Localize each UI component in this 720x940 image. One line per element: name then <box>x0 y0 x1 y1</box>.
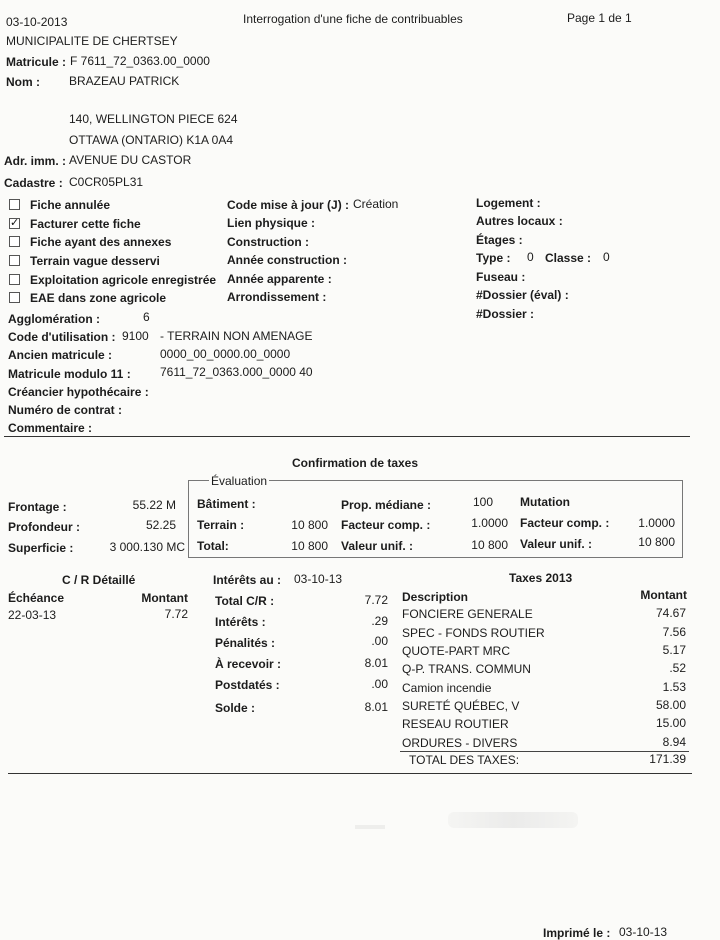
dossier-label: #Dossier : <box>476 307 535 321</box>
lien-physique-label: Lien physique : <box>227 216 316 230</box>
total-label: Total: <box>197 539 229 553</box>
interets-row-value: .00 <box>371 634 388 648</box>
municipality-name: MUNICIPALITE DE CHERTSEY <box>6 34 178 48</box>
address-line2: OTTAWA (ONTARIO) K1A 0A4 <box>69 133 234 147</box>
checkbox-fiche-annulee[interactable] <box>9 199 20 210</box>
profondeur-label: Profondeur : <box>8 520 80 534</box>
interets-date: 03-10-13 <box>294 572 343 586</box>
tax-row-amount: 5.17 <box>662 643 686 657</box>
agglomeration-value: 6 <box>143 310 150 324</box>
checkbox-label: Fiche ayant des annexes <box>30 235 172 249</box>
tax-row-amount: 74.67 <box>655 606 686 620</box>
code-utilisation-desc: - TERRAIN NON AMENAGE <box>160 329 313 343</box>
tax-row-desc: Q-P. TRANS. COMMUN <box>402 662 531 676</box>
interets-row-label: Total C/R : <box>215 594 275 608</box>
terrain-label: Terrain : <box>197 518 245 532</box>
arrondissement-label: Arrondissement : <box>227 290 327 304</box>
bottom-divider <box>8 773 692 774</box>
checkbox-annexes[interactable] <box>9 236 20 247</box>
page-indicator: Page 1 de 1 <box>567 11 632 25</box>
taxes-montant-header: Montant <box>640 588 687 602</box>
tax-row-desc: Camion incendie <box>402 681 492 695</box>
address-line1: 140, WELLINGTON PIECE 624 <box>69 112 238 126</box>
fuseau-label: Fuseau : <box>476 270 526 284</box>
interets-row-value: .00 <box>371 677 388 691</box>
checkbox-label: EAE dans zone agricole <box>30 291 167 305</box>
cr-montant-header: Montant <box>141 591 188 605</box>
cr-row-amount: 7.72 <box>164 607 188 621</box>
interets-row-value: 8.01 <box>364 700 388 714</box>
interets-row-value: .29 <box>371 614 388 628</box>
mutation-label: Mutation <box>520 495 570 509</box>
tax-row-desc: SPEC - FONDS ROUTIER <box>402 626 545 640</box>
profondeur-value: 52.25 <box>145 518 176 532</box>
construction-label: Construction : <box>227 235 309 249</box>
checkbox-label: Exploitation agricole enregistrée <box>30 273 217 287</box>
checkbox-label: Facturer cette fiche <box>30 217 141 231</box>
ancien-matricule-label: Ancien matricule : <box>8 348 113 362</box>
interets-row-value: 8.01 <box>364 656 388 670</box>
scan-smudge <box>355 825 385 829</box>
taxes-title: Taxes 2013 <box>509 571 573 585</box>
modulo-value: 7611_72_0363.000_0000 40 <box>160 365 313 379</box>
adr-imm-label: Adr. imm. : <box>4 154 67 168</box>
tax-row-desc: SURETÉ QUÉBEC, V <box>402 699 520 713</box>
frontage-label: Frontage : <box>8 500 67 514</box>
classe-value: 0 <box>603 250 610 264</box>
imprime-value: 03-10-13 <box>619 925 668 939</box>
taxes-total-value: 171.39 <box>649 752 686 766</box>
type-label: Type : <box>476 251 511 265</box>
code-utilisation-value: 9100 <box>122 329 149 343</box>
tax-row-desc: RESEAU ROUTIER <box>402 717 509 731</box>
interets-label: Intérêts au : <box>213 573 282 587</box>
autres-locaux-label: Autres locaux : <box>476 214 563 228</box>
classe-label: Classe : <box>545 251 592 265</box>
facteur-comp-value: 1.0000 <box>471 516 508 530</box>
prop-mediane-label: Prop. médiane : <box>341 498 432 512</box>
tax-row-amount: .52 <box>669 661 686 675</box>
tax-row-desc: FONCIERE GENERALE <box>402 607 533 621</box>
checkbox-terrain-vague[interactable] <box>9 255 20 266</box>
divider <box>4 436 690 437</box>
logement-label: Logement : <box>476 196 541 210</box>
modulo-label: Matricule modulo 11 : <box>8 367 131 381</box>
mutation-facteur-value: 1.0000 <box>638 516 675 530</box>
superficie-label: Superficie : <box>8 541 74 555</box>
interets-row-label: Solde : <box>215 701 256 715</box>
tax-row-amount: 58.00 <box>655 698 686 712</box>
matricule-value: F 7611_72_0363.00_0000 <box>70 54 210 68</box>
commentaire-label: Commentaire : <box>8 421 93 435</box>
interets-row-label: Postdatés : <box>215 678 280 692</box>
total-value: 10 800 <box>291 539 328 553</box>
terrain-value: 10 800 <box>291 518 328 532</box>
checkbox-eae[interactable] <box>9 292 20 303</box>
checkbox-exploitation[interactable] <box>9 274 20 285</box>
frontage-value: 55.22 M <box>132 498 176 512</box>
dossier-eval-label: #Dossier (éval) : <box>476 288 569 302</box>
mutation-valeur-value: 10 800 <box>638 535 675 549</box>
etages-label: Étages : <box>476 233 523 247</box>
echeance-header: Échéance <box>8 591 65 605</box>
superficie-value: 3 000.130 MC <box>109 540 185 554</box>
nom-label: Nom : <box>6 75 40 89</box>
tax-row-amount: 15.00 <box>655 716 686 730</box>
tax-row-desc: ORDURES - DIVERS <box>402 736 518 750</box>
mutation-facteur-label: Facteur comp. : <box>520 516 610 530</box>
agglomeration-label: Agglomération : <box>8 312 100 326</box>
mutation-valeur-label: Valeur unif. : <box>520 537 593 551</box>
annee-construction-label: Année construction : <box>227 253 348 267</box>
checkbox-label: Fiche annulée <box>30 198 111 212</box>
code-utilisation-label: Code d'utilisation : <box>8 330 116 344</box>
prop-mediane-value: 100 <box>473 495 494 509</box>
batiment-label: Bâtiment : <box>197 497 256 511</box>
imprime-label: Imprimé le : <box>543 926 611 940</box>
tax-row-desc: QUOTE-PART MRC <box>402 644 511 658</box>
document-title: Interrogation d'une fiche de contribuables <box>243 12 463 26</box>
checkbox-facturer[interactable]: ✓ <box>10 217 20 229</box>
adr-imm-value: AVENUE DU CASTOR <box>69 153 192 167</box>
tax-row-amount: 7.56 <box>662 625 686 639</box>
code-maj-label: Code mise à jour (J) : <box>227 198 350 212</box>
interets-row-label: Pénalités : <box>215 636 276 650</box>
valeur-unif-value: 10 800 <box>471 538 508 552</box>
code-maj-value: Création <box>353 197 399 211</box>
facteur-comp-label: Facteur comp. : <box>341 518 431 532</box>
evaluation-legend: Évaluation <box>211 474 268 488</box>
taxes-total-label: TOTAL DES TAXES: <box>409 753 520 767</box>
annee-apparente-label: Année apparente : <box>227 272 332 286</box>
scan-smudge <box>448 812 578 828</box>
ancien-matricule-value: 0000_00_0000.00_0000 <box>160 347 291 361</box>
creancier-label: Créancier hypothécaire : <box>8 385 149 399</box>
contrat-label: Numéro de contrat : <box>8 403 123 417</box>
type-value: 0 <box>527 250 534 264</box>
tax-row-amount: 8.94 <box>662 735 686 749</box>
print-date: 03-10-2013 <box>6 15 68 29</box>
cadastre-value: C0CR05PL31 <box>69 175 144 189</box>
checkbox-label: Terrain vague desservi <box>30 254 160 268</box>
matricule-label: Matricule : <box>6 55 67 69</box>
interets-row-label: À recevoir : <box>215 657 282 671</box>
cr-title: C / R Détaillé <box>62 573 136 587</box>
tax-row-amount: 1.53 <box>662 680 686 694</box>
nom-value: BRAZEAU PATRICK <box>69 74 180 88</box>
cadastre-label: Cadastre : <box>4 176 63 190</box>
interets-row-label: Intérêts : <box>215 615 266 629</box>
interets-row-value: 7.72 <box>364 593 388 607</box>
taxes-description-header: Description <box>402 590 469 604</box>
cr-row-date: 22-03-13 <box>8 608 57 622</box>
confirmation-title: Confirmation de taxes <box>292 456 419 470</box>
valeur-unif-label: Valeur unif. : <box>341 539 414 553</box>
